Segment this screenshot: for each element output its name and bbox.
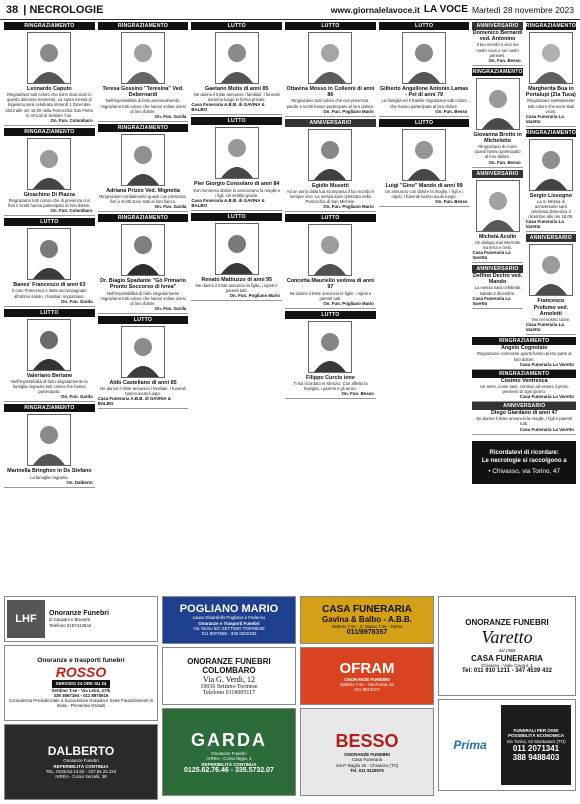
notice-category: LUTTO (285, 214, 376, 222)
notice-signature: On. Fun. Garda (154, 204, 187, 210)
ad-lhf-phone: Telefono 0157412544 (49, 622, 92, 628)
ad-garda-phone: 0125.62.76.46 - 335.5732.07 (184, 766, 274, 774)
notice-signature: Casa Funeraria La Varetto (525, 219, 564, 230)
ad-besso-subtitle: ONORANZE FUNEBRI (344, 751, 390, 757)
portrait-photo (27, 138, 71, 190)
notice (472, 170, 522, 263)
notice (285, 22, 376, 117)
ad-gavina-phone: 011/8978357 (346, 629, 388, 637)
ad-pogliano-phone: 011 8007568 - 335 6932183 (201, 631, 257, 637)
notice-name: Cosimo Ventresca (500, 377, 548, 384)
notice (4, 404, 95, 487)
portrait-photo (121, 134, 165, 186)
notice-signature: On. Fun. Besso (435, 199, 468, 205)
ad-prima-mobile: 388 9488403 (512, 752, 560, 762)
reminder-line1: Ricordatevi di ricordare: (489, 449, 559, 456)
notice-signature: On. Fun. Colombaro (50, 117, 93, 123)
notice-signature: Casa Funeraria La Varetto (525, 322, 564, 333)
notice (472, 22, 522, 66)
notice (285, 214, 376, 309)
notice-text: La messa sarà celebrata sabato 2 dicembre. (474, 285, 521, 296)
notice-category: RINGRAZIAMENTO (98, 214, 189, 222)
notice-signature: On. Fun. Pogliano Mario (323, 300, 374, 306)
notice-category: RINGRAZIAMENTO (98, 22, 189, 30)
column-6 (472, 22, 576, 592)
ad-garda-service: REPERIBILITÀ CONTINUA (201, 761, 257, 767)
notice (472, 370, 576, 402)
notice-text: Nell'impossibilità di farlo singolarmente la famiglia ringrazia tutti coloro che hanno partecipato. (11, 378, 88, 395)
ad-rosso[interactable] (4, 645, 158, 721)
ad-besso-line: Casa Funeraria (351, 757, 383, 763)
ad-varetto-since: dal 1968 (498, 648, 516, 654)
notice (98, 316, 189, 409)
ad-ofram-phone: 011 8012072 (354, 687, 380, 693)
notice-name: Pier Giorgio Consolaro di anni 84 (194, 181, 280, 188)
notice-name: Diego Giardano di anni 47 (490, 410, 558, 417)
ad-pogliano-addr: Via Torino 5/C SETTIMO TORINESE (193, 626, 265, 631)
notice-signature: On. Fun. Besso (435, 108, 468, 114)
portrait-photo (27, 32, 71, 84)
notice-text: Vivi nel nostro cuore. (531, 317, 571, 323)
ad-gavina-addr: Settimo T.se - S. Mauro T.se - Torino (331, 623, 403, 629)
notice-text: Ringraziano tutti coloro che sono stati vicini in questo doloroso momento. La santa messa di trigesimo sarà celebrata Venerdì 1 Dicembre 2023 alle ore 18,00 nella Parrocchia San Pietro in Vincoli di Settimo T.se. (5, 92, 94, 118)
column-3 (191, 22, 282, 592)
notice-text: Ad un anno dalla tua scomparsa il tuo ricordo è sempre vivo. La messa sarà celebrata nella Parrocchia di San Michele. (286, 188, 375, 205)
notice-name: Dr. Biagio Spadante "Gò Primario Pronto Soccorso di Ivrea" (100, 278, 186, 291)
prima-logo: Prima (453, 738, 487, 752)
ad-ofram-title: OFRAM (339, 659, 395, 677)
notice-signature: On. Fun. Garda (154, 306, 187, 312)
ad-rosso-phone: 339 3567194 - 011 8970616 (53, 692, 109, 698)
notice-name: Gaetano Mutis di anni 85 (204, 86, 269, 92)
notice-signature: Casa Funeraria La Varetto (472, 295, 511, 306)
notice (472, 265, 522, 309)
notice (379, 22, 470, 117)
prima-box (501, 705, 571, 785)
notice (285, 311, 376, 399)
notice-category: LUTTO (98, 316, 189, 324)
notice-signature: On. Dalberto (66, 479, 93, 485)
portrait-photo (27, 228, 71, 280)
notice-text: Ne danno il triste annuncio la figlia, i nipoti e parenti tutti. (195, 283, 278, 294)
notice-category: RINGRAZIAMENTO (4, 22, 95, 30)
column-6b (526, 22, 576, 335)
notice (379, 119, 470, 207)
notice-text: Ne danno il triste annuncio la moglie, i figli e parenti tutti. (476, 416, 573, 427)
portrait-photo (308, 224, 352, 276)
notice (98, 22, 189, 122)
notice-signature: On. Fun. Garda (60, 394, 93, 400)
notice-signature: On. Fun. Pogliano Mario (323, 108, 374, 114)
notice-name: Aldo Castellano di anni 85 (109, 380, 177, 387)
notice-category: LUTTO (379, 119, 470, 127)
notice-name: Gilberto Angellone Antonio Lamas - Pel di anni 79 (379, 86, 469, 99)
notice (4, 22, 95, 126)
notice-name: Michela Acolin (478, 233, 517, 240)
notice-name: Ottavina Mosso in Colleoni di anni 86 (286, 86, 375, 99)
notice-name: Concetta Mauriello vedova di anni 97 (286, 278, 374, 291)
portrait-photo (121, 224, 165, 276)
ad-rosso-service: SERVIZIO 24 ORE SU 24 (52, 680, 111, 687)
notice-name: Delfino Dectro ved. Mando (473, 273, 523, 286)
ad-pogliano[interactable] (162, 596, 296, 644)
ad-prima-phone: 011 2071341 (512, 743, 560, 753)
portrait-photo (215, 32, 259, 84)
portrait-photo (215, 223, 259, 275)
ad-varetto-phone: Tel: 011 910 1211 - 347 4539 432 (462, 667, 552, 674)
notice-text: Un dialogo mai interrotto tra terra e cielo. (474, 239, 521, 250)
ads-column-3 (300, 596, 434, 800)
ad-besso-phone: Tel. 011 9118576 (350, 767, 384, 773)
notice-name: Renato Mattiuzzo di anni 95 (201, 276, 273, 283)
notice-name: Banes' Francesco di anni 63 (13, 282, 86, 289)
notice-text: Ringraziano cordialmente quanti con presenza, fiori e scritti sono stati al loro fianco. (99, 193, 187, 205)
notice-signature: Casa Funeraria La Varetto (519, 394, 574, 400)
ad-colombaro-addr: Via G. Verdi, 12 (202, 674, 256, 684)
notice-text: Ne danno il triste annuncio le figlie, i nipoti e parenti tutti. (289, 290, 372, 301)
notice-category: RINGRAZIAMENTO (98, 124, 189, 132)
portrait-photo (121, 32, 165, 84)
notice-signature: Casa Funeraria La Varetto (472, 250, 511, 261)
portrait-photo (27, 414, 71, 466)
portrait-photo (27, 319, 71, 371)
notice-category: LUTTO (191, 213, 282, 221)
notice-text: Un anno, come tanti, continui ad essere il primo pensiero di ogni giorno. (479, 383, 569, 394)
portrait-photo (308, 32, 352, 84)
notice-signature: On. Fun. Garda (60, 298, 93, 304)
ad-garda-title: GARDA (191, 730, 267, 751)
notice-signature: Casa Funeraria La Varetto (525, 113, 564, 124)
notice-name: Margherita Bua in Portalupi (Zia Tuca) (525, 86, 576, 99)
notice-signature: On. Fun. Pogliano Mario (229, 293, 281, 299)
notice-signature: Casa Funeraria A.B.B. di GAVINA & BALBO (97, 396, 171, 407)
notice-text: La famiglia ed il fratello ringraziano tutti coloro che hanno partecipato al loro dolore. (381, 98, 467, 109)
notice (526, 129, 576, 233)
lhf-logo: LHF (7, 600, 45, 638)
ad-dalberto-subtitle: Onoranze Funebri (63, 758, 99, 764)
notice (472, 68, 522, 168)
notice (526, 22, 576, 127)
notice (98, 214, 189, 314)
portrait-photo (529, 32, 573, 84)
notice-signature: On. Fun. Pogliano Mario (323, 204, 374, 210)
ads-column-2 (162, 596, 296, 800)
notice-name: Gioachino Di Piazza (23, 191, 75, 198)
ads-column-4 (438, 596, 576, 800)
notice-category: LUTTO (191, 117, 282, 125)
notice-category: ANNIVERSARIO (472, 170, 522, 178)
notice-signature: On. Fun. Garda (154, 113, 187, 119)
ad-ofram-addr: Settimo T.se - Via Roma, 52 (339, 681, 395, 687)
notice-category: LUTTO (285, 22, 376, 30)
notice-text: Ringraziano tutti coloro che con presenza, parole e scritti hanno partecipato al loro dolore. (286, 98, 375, 109)
notice-text: Ringraziano commossi quanti hanno preso parte al loro dolore. (476, 351, 572, 362)
ad-garda-addr: IVREA - Corso Nigra, 4 (206, 756, 252, 762)
notice-text: La S. Messa di anniversario sarà celebrata domenica 3 dicembre alle ore 18,00. (528, 198, 574, 220)
notice (4, 128, 95, 216)
notice-name: Francesco Profumo ved. Arnoletti (533, 298, 569, 317)
ads-section (4, 596, 576, 800)
ad-varetto-addr: Chivasso - Viale Cavour, 1 (481, 662, 533, 668)
notice-category: LUTTO (4, 218, 95, 226)
portrait-photo (121, 326, 165, 378)
notice-name: Domenico Bernardi ved. Antonino (472, 30, 523, 43)
notice-category: LUTTO (285, 311, 376, 319)
notice-text: Ringraziano tutti coloro che di presenza con fiori o scritti hanno partecipato al loro dolore. (8, 198, 91, 209)
notice-signature: Casa Funeraria La Varetto (519, 361, 574, 367)
ad-besso-addr: Via P. Baglio 26 - Chivasso (TO) (335, 762, 399, 768)
notice-category: LUTTO (4, 309, 95, 317)
ad-gavina-subtitle: Gavina & Balbo - A.B.B. (322, 614, 412, 624)
notice (472, 337, 576, 369)
section-title: | NECROLOGIE (20, 3, 104, 16)
notice-name: Teresa Gossino "Teresina" Ved. Debernardi (102, 86, 184, 99)
notice (191, 117, 282, 210)
notice-category: RINGRAZIAMENTO (4, 128, 95, 136)
notice-text: Il tuo ricordo è vivo nei nostri cuori e nei nostri pensieri. (476, 42, 519, 58)
ad-dalberto[interactable] (4, 724, 158, 800)
ad-pogliano-title: POGLIANO MARIO (179, 603, 279, 616)
ads-column-1 (4, 596, 158, 800)
column-4 (285, 22, 376, 592)
portrait-photo (529, 139, 573, 191)
notice (526, 234, 576, 335)
ad-varetto[interactable] (438, 596, 576, 696)
ad-dalberto-title: DALBERTO (47, 744, 115, 759)
notice-category: LUTTO (379, 22, 470, 30)
ad-varetto-title: ONORANZE FUNEBRI (465, 618, 549, 628)
page-number: 38 (6, 3, 19, 16)
notice-category: LUTTO (191, 22, 282, 30)
notice-category: ANNIVERSARIO (472, 22, 522, 30)
ad-dalberto-service: REPERIBILITÀ CONTINUA (53, 763, 109, 769)
issue-date: Martedì 28 novembre 2023 (471, 4, 574, 15)
portrait-photo (308, 321, 352, 373)
portrait-photo (476, 78, 520, 130)
ad-besso[interactable] (300, 708, 434, 796)
ad-colombaro-phone: Telefono 0118005117 (202, 689, 256, 696)
notice-category: ANNIVERSARIO (285, 119, 376, 127)
ad-colombaro-title: ONORANZE FUNEBRI COLOMBARO (187, 656, 271, 675)
notice-name: Angelo Cognolato (501, 345, 548, 352)
notice-signature: On. Fun. Besso (488, 159, 521, 165)
notice-name: Giovanna Brotto in Michelotto (473, 131, 522, 144)
ad-rosso-subtitle: Onoranze e trasporti funebri (37, 657, 125, 665)
ad-lhf-title: Onoranze Funebri (49, 610, 109, 618)
ad-prima-addr: Via Torino, 52 Montanaro (TO) (506, 738, 566, 744)
ad-besso-title: BESSO (335, 730, 399, 751)
notice-category: RINGRAZIAMENTO (472, 370, 576, 378)
notice-text: Nell'impossibilità di farlo personalmente, ringraziano tutti coloro che hanno voluto unirsi al loro dolore. (100, 98, 186, 114)
paper-name: LA VOCE (423, 4, 468, 15)
notice-category: RINGRAZIAMENTO (472, 337, 576, 345)
column-6a (472, 22, 522, 335)
portrait-photo (529, 244, 573, 296)
notice-category: ANNIVERSARIO (526, 234, 576, 242)
reminder-box (472, 441, 576, 485)
notice-signature: On. Fun. Besso (488, 57, 521, 63)
notice-name: Valeriano Bertane (26, 372, 73, 379)
notice-name: Adriana Prizzo Ved. Mignetta (106, 187, 180, 194)
notice-signature: On. Fun. Besso (341, 391, 374, 397)
notice-text: Un annuncio con dolore la moglie, i figli e i nipoti. I funerali hanno avuto luogo. (384, 188, 464, 199)
notice-name: Marinella Bringhen in De Stefano (7, 468, 92, 475)
notice-text: Ti hai ricordato in silenzio. Con affetto la famiglia, i parenti e gli amici. (293, 381, 368, 392)
notice-text: Nell'impossibilità di farlo singolarmente ringraziano tutti coloro che hanno voluto unirsi al loro dolore. (100, 290, 186, 306)
notice-signature: Casa Funeraria La Varetto (519, 426, 574, 432)
notice-category: RINGRAZIAMENTO (525, 129, 576, 136)
notice-signature: Casa Funeraria A.B.B. di GAVINA & BALBO (191, 197, 265, 208)
notice-name: Luigi "Gino" Mando di anni 99 (385, 182, 463, 189)
ad-garda[interactable] (162, 708, 296, 796)
notice-name: Sergio Lissogno (529, 192, 572, 199)
notice-name: Egidio Musetti (312, 182, 349, 189)
ad-lhf[interactable] (4, 596, 158, 642)
portrait-photo (402, 32, 446, 84)
obituary-grid (4, 22, 576, 592)
ad-prima-title: FUNERALI PER OGNI POSSIBILITÀ ECONOMICA (507, 728, 565, 739)
portrait-photo (476, 180, 520, 232)
ad-ofram-subtitle: ONORANZE FUNEBRI (344, 676, 390, 682)
notice (98, 124, 189, 212)
ad-rosso-title: ROSSO (55, 664, 107, 681)
ad-pogliano-line: Onoranze e Trasporti Funebri (198, 620, 260, 626)
ad-rosso-addr: Settimo T.se - Via Leinì, 27/b (51, 687, 111, 693)
notice-category: ANNIVERSARIO (472, 402, 576, 410)
ad-colombaro-city: 10036 Settimo Torinese (200, 683, 258, 690)
portrait-photo (215, 127, 259, 179)
ad-dalberto-addr: IVREA - Corso Vercelli, 38 (55, 774, 107, 780)
notice-text: Ringraziano sentitamente tutti coloro che sono stati vicini. (527, 98, 575, 114)
notice-name: Filippo Curcio ione (306, 374, 355, 381)
notice-text: Ringraziano di cuore quanti hanno partecipato al loro dolore. (474, 144, 521, 160)
ad-lhf-subtitle: di Caspani e Brunetti (49, 617, 90, 623)
notice (4, 309, 95, 403)
notice (191, 213, 282, 301)
portrait-photo (402, 129, 446, 181)
notice-text: Ne danno il triste annuncio i familiari. I funerali avranno luogo in forma privata. (193, 92, 280, 103)
site-url[interactable]: www.giornalelavoce.it (330, 4, 420, 15)
column-1 (4, 22, 95, 592)
column-2 (98, 22, 189, 592)
ad-varetto-name: Varetto (481, 627, 533, 648)
notice (285, 119, 376, 213)
notice-text: Ne danno il triste annuncio i familiari. I funerali hanno avuto luogo. (100, 386, 186, 397)
ad-ofram[interactable] (300, 647, 434, 705)
notice-signature: Casa Funeraria A.B.B. di GAVINA & BALBO (191, 102, 265, 113)
notice-category: RINGRAZIAMENTO (4, 404, 95, 412)
notice-text: Il caro Francesco è stato accompagnato all'ultimo saluto. I familiari ringraziano. (12, 288, 87, 299)
ad-garda-subtitle: Onoranze Funebri (211, 751, 247, 757)
ad-gavina[interactable] (300, 596, 434, 644)
notice-category: RINGRAZIAMENTO (525, 23, 576, 29)
ad-pogliano-subtitle: Laura Ghiardello Pogliano e Federico (192, 615, 266, 621)
ad-prima[interactable] (438, 699, 576, 791)
ad-dalberto-phone: TEL. 0125.64.13.62 - 347.64.22.224 (45, 769, 117, 774)
ad-colombaro[interactable] (162, 647, 296, 705)
ad-gavina-title: CASA FUNERARIA (322, 603, 412, 615)
notice-category: RINGRAZIAMENTO (472, 68, 523, 75)
portrait-photo (308, 129, 352, 181)
reminder-line2: Le necrologie si raccolgono a (481, 457, 567, 464)
ad-varetto-casa: CASA FUNERARIA (471, 653, 543, 663)
notice (191, 22, 282, 115)
page-header (0, 0, 580, 20)
notice-name: Leonardo Caputo (27, 86, 72, 92)
notice-signature: On. Fun. Colombaro (50, 208, 93, 214)
notice-text: La famiglia ringrazia. (30, 474, 69, 480)
reminder-address: • Chivasso, via Torino, 47 (488, 467, 561, 475)
notice (472, 402, 576, 434)
column-5 (379, 22, 470, 592)
ad-rosso-note: Consulenza Previdenziale a Successioni Gratuita e Sede Finanziamenti in Sede - Preventivi Gratuiti (8, 698, 154, 709)
notice (4, 218, 95, 306)
notice-category: ANNIVERSARIO (472, 265, 522, 273)
notice-text: Con immenso dolore lo annunciano la moglie e i figli. Un sentito grazie. (193, 187, 281, 198)
